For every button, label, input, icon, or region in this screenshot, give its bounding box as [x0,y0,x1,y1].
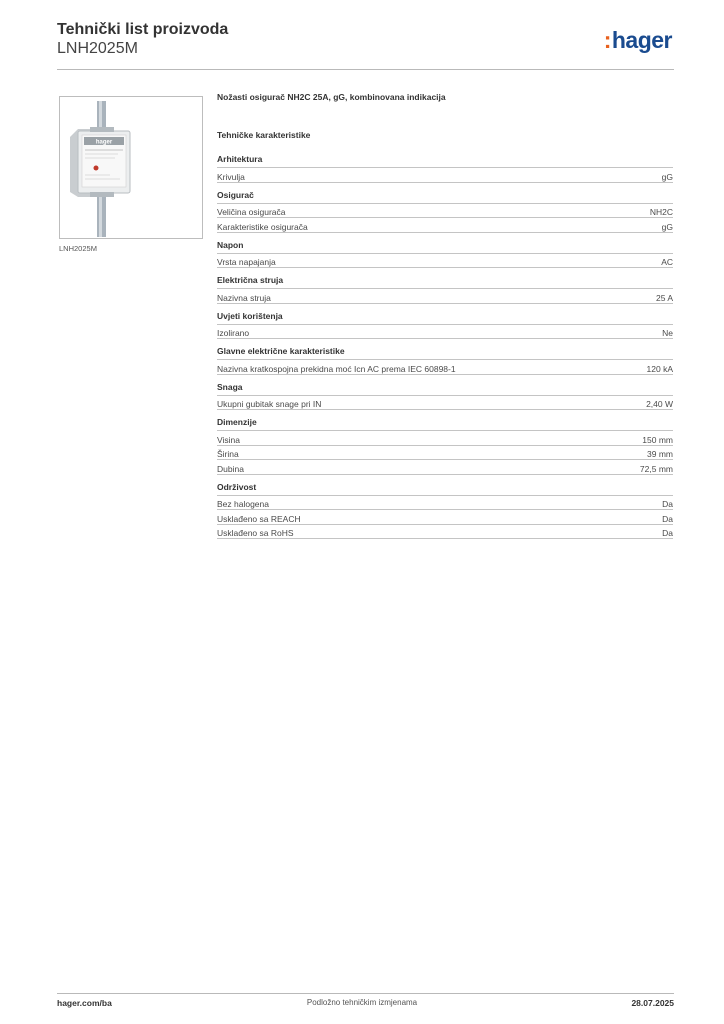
footer-disclaimer: Podložno tehničkim izmjenama [306,998,418,1007]
spec-row [217,359,673,375]
spec-row [217,217,673,233]
spec-section [217,481,673,540]
spec-row [217,324,673,340]
spec-section [217,345,673,375]
spec-row [217,524,673,540]
spec-value: 25 A [655,292,673,303]
spec-label: Širina [217,449,239,459]
footer-divider [57,993,674,994]
nh-fuse-icon [60,97,202,238]
fuse-label-brand: hager [95,139,113,146]
spec-value: gG [661,171,673,182]
hager-logo [604,27,672,54]
spec-value: Da [662,528,673,538]
spec-label: Krivulja [217,171,245,182]
spec-row [217,509,673,524]
section-title: Dimenzije [217,417,257,427]
section-title: Snaga [217,381,243,392]
section-title: Napon [217,239,244,250]
spec-value: 150 mm [642,434,673,445]
spec-label: Visina [217,434,240,445]
footer-website: hager.com/ba [57,998,112,1008]
spec-label: Usklađeno sa RoHS [217,528,294,538]
spec-label: Nazivna struja [217,292,271,303]
page-header [57,21,674,69]
spec-label: Izolirano [217,328,250,338]
page-title: Tehnički list proizvoda [57,21,229,38]
spec-value: Ne [662,328,673,338]
footer-date: 28.07.2025 [631,998,674,1008]
section-title: Održivost [217,481,257,492]
spec-sections [217,153,673,539]
spec-section [217,310,673,340]
spec-label: Ukupni gubitak snage pri IN [217,399,322,409]
spec-row [217,430,673,445]
image-caption: LNH2025M [59,244,97,253]
product-description: Nožasti osigurač NH2C 25A, gG, kombinovana indikacija [217,92,446,102]
spec-section [217,274,673,304]
section-title: Osigurač [217,189,254,200]
spec-label: Usklađeno sa REACH [217,513,301,524]
spec-section [217,189,673,233]
section-title: Električna struja [217,275,284,285]
spec-row [217,495,673,510]
section-title: Glavne električne karakteristike [217,346,345,356]
spec-row [217,395,673,411]
section-title: Uvjeti korištenja [217,310,283,321]
spec-label: Vrsta napajanja [217,257,276,267]
spec-row [217,203,673,218]
spec-section [217,416,673,475]
section-title: Arhitektura [217,154,263,164]
spec-row [217,445,673,460]
spec-section [217,153,673,183]
spec-content [217,91,673,545]
spec-row [217,459,673,475]
spec-value: 120 kA [646,363,673,374]
spec-label: Bez halogena [217,499,269,509]
spec-value: Da [662,499,673,509]
spec-label: Dubina [217,463,244,474]
spec-label: Veličina osigurača [217,207,286,217]
spec-value: AC [661,257,673,267]
product-code: LNH2025M [57,40,138,57]
spec-label: Nazivna kratkospojna prekidna moć Icn AC prema IEC 60898-1 [217,363,456,374]
spec-value: 72,5 mm [639,463,673,474]
spec-value: 39 mm [647,449,673,459]
spec-row [217,253,673,269]
spec-row [217,288,673,304]
spec-value: Da [662,513,673,524]
spec-label: Karakteristike osigurača [217,221,308,232]
product-image [59,96,203,239]
spec-section [217,239,673,269]
spec-value: NH2C [649,207,673,217]
spec-section [217,381,673,411]
spec-value: gG [661,221,673,232]
header-divider [57,69,674,70]
logo-prefix: : [603,27,611,53]
spec-value: 2,40 W [646,399,673,409]
tech-heading: Tehničke karakteristike [217,130,311,140]
logo-text: hager [611,27,672,53]
spec-row [217,167,673,183]
